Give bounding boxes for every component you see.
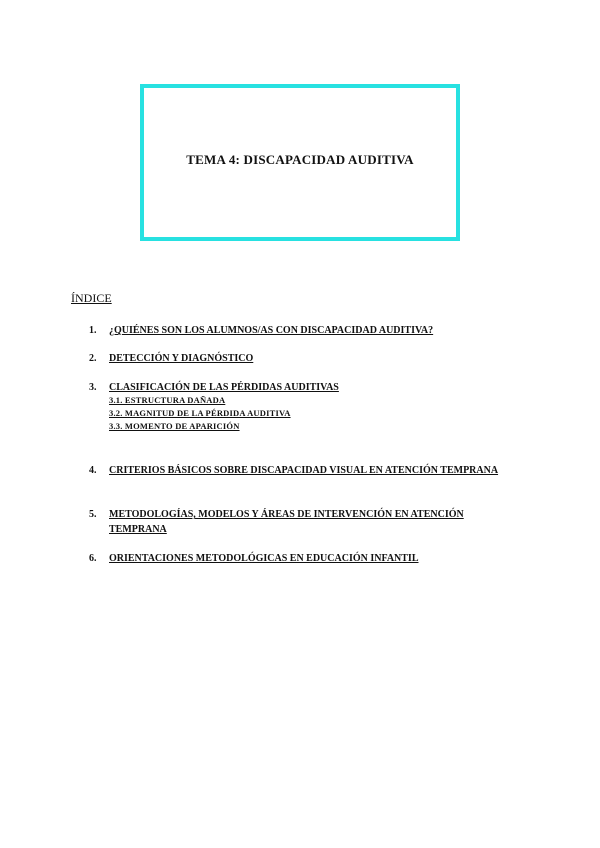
toc-item-4[interactable] xyxy=(89,463,519,478)
document-title: TEMA 4: DISCAPACIDAD AUDITIVA xyxy=(186,151,414,167)
toc-item-number: 4. xyxy=(89,465,97,476)
toc-item-6[interactable] xyxy=(89,551,519,566)
toc-item-number: 5. xyxy=(89,509,97,520)
toc-item-3[interactable] xyxy=(89,380,519,433)
toc-item-label[interactable]: METODOLOGÍAS, MODELOS Y ÁREAS DE INTERVENCIÓN EN ATENCIÓN TEMPRANA xyxy=(109,509,464,535)
toc-item-number: 6. xyxy=(89,553,97,564)
toc-item-number: 2. xyxy=(89,353,97,364)
toc-item-label[interactable]: CLASIFICACIÓN DE LAS PÉRDIDAS AUDITIVAS xyxy=(109,382,339,393)
toc-subitem-3-3[interactable]: 3.3. MOMENTO DE APARICIÓN xyxy=(109,421,240,431)
toc-item-1[interactable] xyxy=(89,323,519,338)
toc-item-5[interactable] xyxy=(89,507,519,537)
toc-subitems xyxy=(109,394,519,433)
toc-item-number: 1. xyxy=(89,325,97,336)
index-heading: ÍNDICE xyxy=(71,291,112,305)
toc-item-2[interactable] xyxy=(89,351,519,366)
toc-subitem-3-2[interactable]: 3.2. MAGNITUD DE LA PÉRDIDA AUDITIVA xyxy=(109,408,291,418)
toc-item-label[interactable]: CRITERIOS BÁSICOS SOBRE DISCAPACIDAD VISUAL EN ATENCIÓN TEMPRANA xyxy=(109,465,499,476)
toc-item-label[interactable]: ¿QUIÉNES SON LOS ALUMNOS/AS CON DISCAPACIDAD AUDITIVA? xyxy=(109,325,434,336)
toc-item-number: 3. xyxy=(89,382,97,393)
toc-subitem-3-1[interactable]: 3.1. ESTRUCTURA DAÑADA xyxy=(109,395,226,405)
toc-item-label[interactable]: DETECCIÓN Y DIAGNÓSTICO xyxy=(109,353,254,364)
toc-item-label[interactable]: ORIENTACIONES METODOLÓGICAS EN EDUCACIÓN INFANTIL xyxy=(109,553,419,564)
